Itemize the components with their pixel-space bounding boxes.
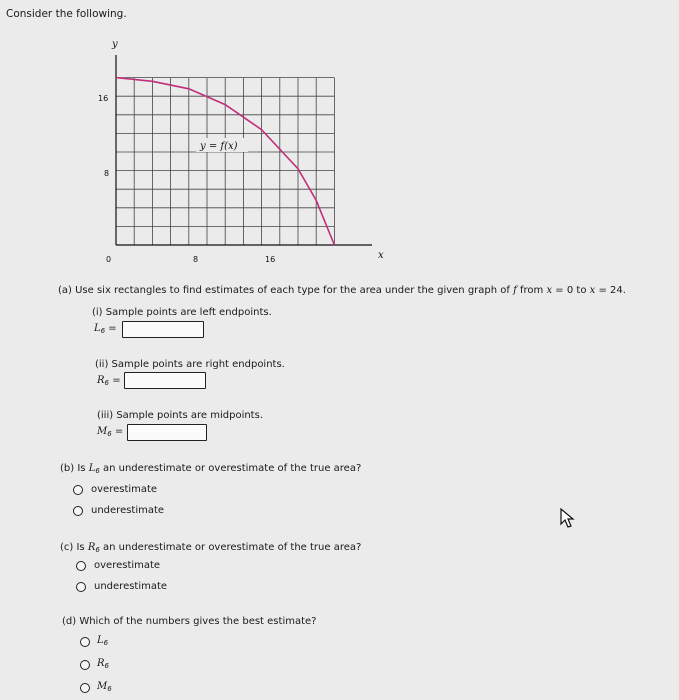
L6-subscript: 6 bbox=[100, 327, 106, 335]
M6-label bbox=[97, 426, 123, 438]
part-c-underestimate-label: underestimate bbox=[94, 581, 168, 592]
part-b-radio-overestimate[interactable] bbox=[73, 485, 83, 495]
part-b-radio-underestimate[interactable] bbox=[73, 506, 83, 516]
part-a-prompt bbox=[58, 285, 626, 296]
y-axis-label: y bbox=[112, 39, 118, 50]
part-d-radio-L6[interactable] bbox=[80, 637, 90, 647]
part-a-from: from bbox=[520, 285, 544, 296]
R6-input[interactable] bbox=[124, 372, 206, 389]
part-a-prompt-text: (a) Use six rectangles to find estimates of each type for the area under the given graph of bbox=[58, 285, 510, 296]
L6-letter: L bbox=[94, 323, 101, 334]
part-c-radio-underestimate[interactable] bbox=[76, 582, 86, 592]
L6-label bbox=[94, 323, 117, 335]
part-c-prefix: (c) Is bbox=[60, 542, 85, 553]
x-axis-label: x bbox=[378, 250, 384, 261]
part-b-underestimate-label: underestimate bbox=[91, 505, 165, 516]
part-d-R-subscript: 6 bbox=[104, 662, 109, 670]
part-c-suffix: an underestimate or overestimate of the true area? bbox=[103, 542, 362, 553]
R6-letter: R bbox=[97, 375, 105, 386]
y-tick-8: 8 bbox=[104, 169, 110, 178]
L6-equals: = bbox=[108, 323, 117, 334]
part-a-iii-label: (iii) Sample points are midpoints. bbox=[97, 410, 263, 421]
part-b-subscript: 6 bbox=[95, 467, 100, 475]
y-tick-16: 16 bbox=[98, 94, 109, 103]
part-d-M-subscript: 6 bbox=[107, 685, 112, 693]
part-c-question bbox=[60, 542, 361, 554]
L6-input[interactable] bbox=[122, 321, 204, 338]
origin-label: 0 bbox=[106, 255, 112, 264]
part-a-i-label: (i) Sample points are left endpoints. bbox=[92, 307, 272, 318]
M6-equals: = bbox=[114, 426, 124, 437]
part-d-M-letter: M bbox=[97, 681, 108, 692]
part-c-overestimate-label: overestimate bbox=[94, 560, 161, 571]
part-c-subscript: 6 bbox=[95, 546, 100, 554]
part-d-radio-M6[interactable] bbox=[80, 683, 90, 693]
M6-input[interactable] bbox=[127, 424, 207, 441]
part-b-overestimate-label: overestimate bbox=[91, 484, 158, 495]
intro-text: Consider the following. bbox=[6, 8, 127, 20]
part-a-eq2: = 24. bbox=[598, 285, 626, 296]
M6-subscript: 6 bbox=[107, 430, 112, 438]
part-a-ii-label: (ii) Sample points are right endpoints. bbox=[95, 359, 285, 370]
R6-subscript: 6 bbox=[104, 379, 109, 387]
part-d-radio-R6[interactable] bbox=[80, 660, 90, 670]
part-d-R6-label bbox=[97, 658, 109, 670]
part-b-question bbox=[60, 463, 361, 475]
part-b-L: L bbox=[88, 463, 96, 474]
R6-label bbox=[97, 375, 121, 387]
part-d-L-letter: L bbox=[97, 635, 104, 646]
part-a-x2: x bbox=[589, 285, 596, 296]
part-a-f: f bbox=[513, 285, 517, 296]
x-tick-16: 16 bbox=[265, 255, 276, 264]
part-b-suffix: an underestimate or overestimate of the true area? bbox=[102, 463, 362, 474]
part-d-M6-label bbox=[97, 681, 112, 693]
graph-grid bbox=[116, 78, 334, 245]
part-d-L-subscript: 6 bbox=[103, 639, 109, 647]
part-d-L6-label bbox=[97, 635, 108, 647]
part-c-radio-overestimate[interactable] bbox=[76, 561, 86, 571]
part-b-prefix: (b) Is bbox=[60, 463, 86, 474]
graph bbox=[0, 0, 679, 300]
curve-label: y = f(x) bbox=[200, 141, 238, 152]
part-a-eq1: = 0 to bbox=[555, 285, 587, 296]
part-d-question: (d) Which of the numbers gives the best estimate? bbox=[62, 616, 317, 627]
R6-equals: = bbox=[112, 375, 121, 386]
part-c-R: R bbox=[87, 542, 96, 553]
x-tick-8: 8 bbox=[193, 255, 199, 264]
part-d-R-letter: R bbox=[97, 658, 105, 669]
part-a-x1: x bbox=[546, 285, 553, 296]
M6-letter: M bbox=[97, 426, 108, 437]
